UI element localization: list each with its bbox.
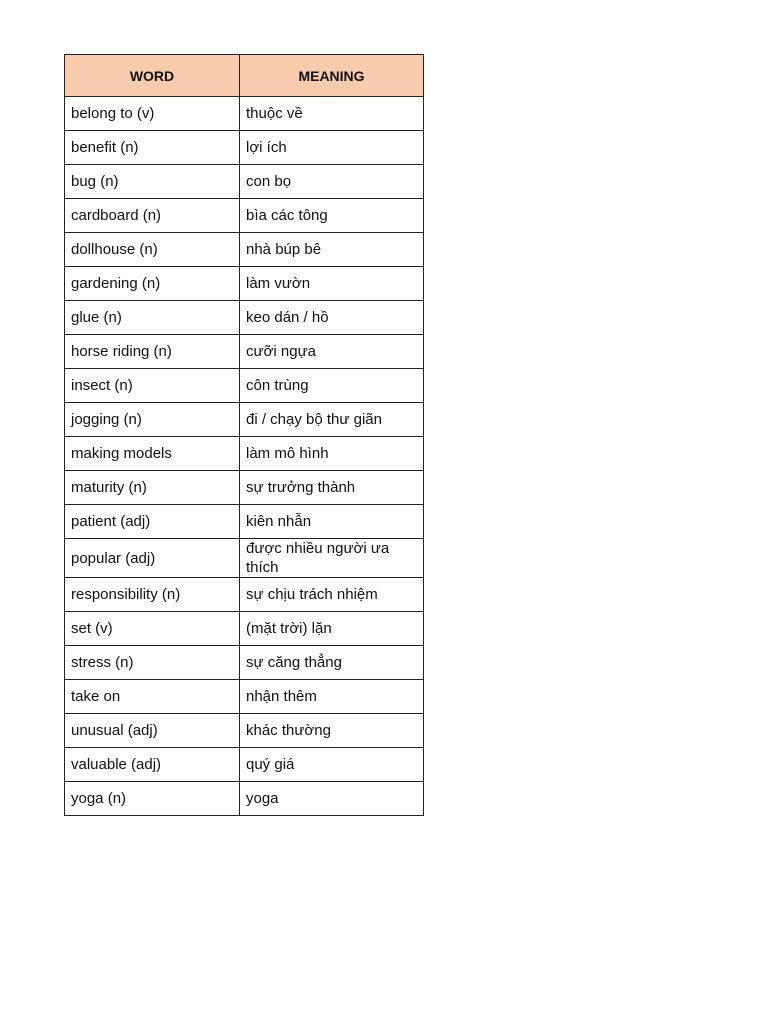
meaning-column-header: MEANING (240, 55, 424, 97)
word-cell: patient (adj) (65, 505, 240, 539)
word-cell: belong to (v) (65, 97, 240, 131)
meaning-cell: sự chịu trách nhiệm (240, 578, 424, 612)
word-cell: gardening (n) (65, 267, 240, 301)
table-row (65, 646, 424, 680)
meaning-cell: yoga (240, 782, 424, 816)
table-row (65, 267, 424, 301)
table-row (65, 233, 424, 267)
meaning-cell: làm vườn (240, 267, 424, 301)
meaning-cell: được nhiều người ưa thích (240, 539, 424, 578)
meaning-cell: sự trưởng thành (240, 471, 424, 505)
table-row (65, 539, 424, 578)
word-cell: set (v) (65, 612, 240, 646)
word-cell: stress (n) (65, 646, 240, 680)
word-cell: unusual (adj) (65, 714, 240, 748)
vocabulary-body (65, 97, 424, 816)
meaning-cell: sự căng thẳng (240, 646, 424, 680)
word-cell: glue (n) (65, 301, 240, 335)
table-row (65, 335, 424, 369)
meaning-cell: keo dán / hồ (240, 301, 424, 335)
header-row (65, 55, 424, 97)
table-row (65, 612, 424, 646)
meaning-cell: quý giá (240, 748, 424, 782)
table-row (65, 369, 424, 403)
table-row (65, 471, 424, 505)
meaning-cell: đi / chạy bộ thư giãn (240, 403, 424, 437)
meaning-cell: bìa các tông (240, 199, 424, 233)
word-cell: popular (adj) (65, 539, 240, 578)
meaning-cell: (mặt trời) lặn (240, 612, 424, 646)
word-column-header: WORD (65, 55, 240, 97)
table-row (65, 437, 424, 471)
table-row (65, 199, 424, 233)
table-row (65, 131, 424, 165)
table-row (65, 782, 424, 816)
meaning-cell: cưỡi ngựa (240, 335, 424, 369)
table-row (65, 301, 424, 335)
word-cell: yoga (n) (65, 782, 240, 816)
word-cell: responsibility (n) (65, 578, 240, 612)
word-cell: jogging (n) (65, 403, 240, 437)
word-cell: bug (n) (65, 165, 240, 199)
table-row (65, 165, 424, 199)
table-row (65, 578, 424, 612)
table-row (65, 680, 424, 714)
table-row (65, 714, 424, 748)
meaning-cell: nhà búp bê (240, 233, 424, 267)
meaning-cell: làm mô hình (240, 437, 424, 471)
word-cell: cardboard (n) (65, 199, 240, 233)
word-cell: take on (65, 680, 240, 714)
meaning-cell: nhận thêm (240, 680, 424, 714)
word-cell: maturity (n) (65, 471, 240, 505)
meaning-cell: côn trùng (240, 369, 424, 403)
word-cell: benefit (n) (65, 131, 240, 165)
meaning-cell: kiên nhẫn (240, 505, 424, 539)
table-row (65, 748, 424, 782)
table-row (65, 505, 424, 539)
word-cell: horse riding (n) (65, 335, 240, 369)
table-row (65, 403, 424, 437)
meaning-cell: khác thường (240, 714, 424, 748)
table-row (65, 97, 424, 131)
word-cell: insect (n) (65, 369, 240, 403)
meaning-cell: lợi ích (240, 131, 424, 165)
meaning-cell: thuộc về (240, 97, 424, 131)
word-cell: making models (65, 437, 240, 471)
vocabulary-table (64, 54, 424, 816)
meaning-cell: con bọ (240, 165, 424, 199)
word-cell: dollhouse (n) (65, 233, 240, 267)
word-cell: valuable (adj) (65, 748, 240, 782)
